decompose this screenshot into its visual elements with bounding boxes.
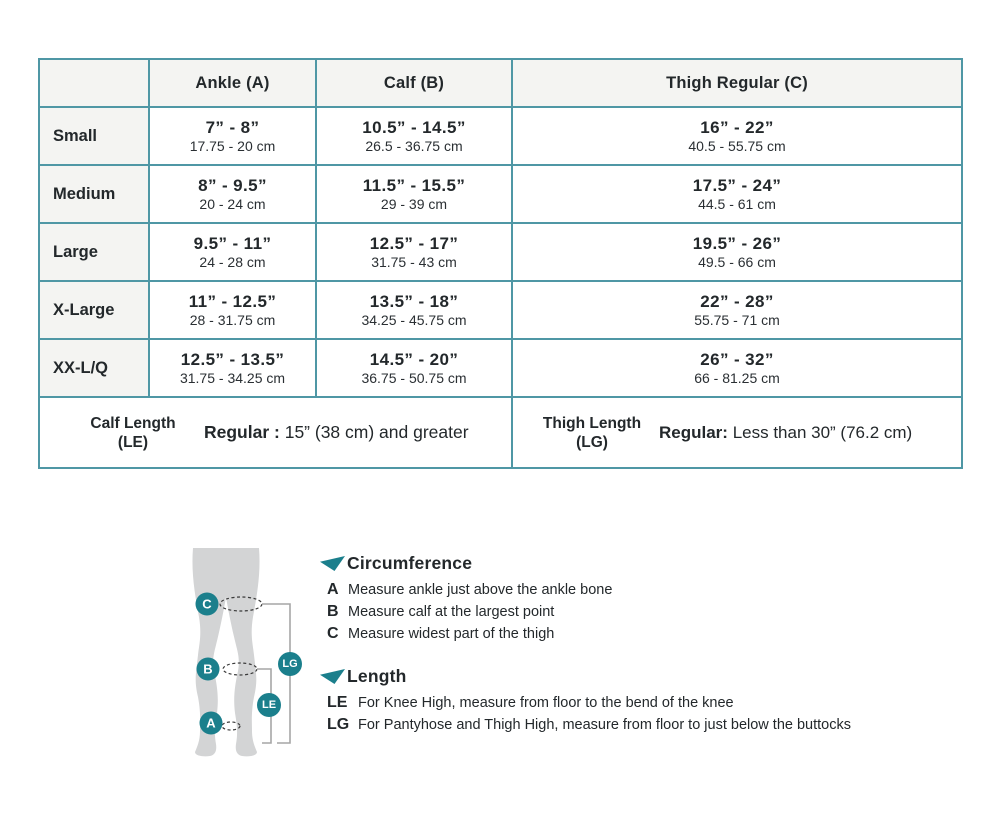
table-row	[39, 223, 962, 281]
table-length-row	[39, 397, 962, 468]
cell-medium-ankle	[149, 165, 316, 223]
cm-range: 34.25 - 45.75 cm	[361, 311, 467, 328]
marker-a	[200, 712, 223, 735]
cm-range: 55.75 - 71 cm	[694, 311, 780, 328]
size-label-xx-l-q: XX-L/Q	[39, 339, 149, 397]
header-thigh-regular: Thigh Regular (C)	[512, 59, 962, 107]
inch-range: 12.5” - 13.5”	[180, 349, 285, 369]
cm-range: 31.75 - 34.25 cm	[179, 369, 286, 386]
cell-xx-l-q-thigh	[512, 339, 962, 397]
inch-range: 9.5” - 11”	[193, 233, 272, 253]
table-row	[39, 165, 962, 223]
inch-range: 11.5” - 15.5”	[362, 175, 466, 195]
inch-range: 13.5” - 18”	[369, 291, 459, 311]
circumference-title: Circumference	[347, 553, 473, 573]
size-label-small: Small	[39, 107, 149, 165]
table-header-row	[39, 59, 962, 107]
size-chart-table	[38, 58, 963, 469]
cell-x-large-calf	[316, 281, 512, 339]
legend-item-c: C Measure widest part of the thigh	[327, 625, 555, 642]
header-calf: Calf (B)	[316, 59, 512, 107]
flag-icon	[320, 556, 345, 571]
cell-large-thigh	[512, 223, 962, 281]
cm-range: 66 - 81.25 cm	[694, 369, 780, 386]
cell-medium-thigh	[512, 165, 962, 223]
table-row	[39, 339, 962, 397]
inch-range: 8” - 9.5”	[198, 175, 267, 195]
size-label-x-large: X-Large	[39, 281, 149, 339]
inch-range: 19.5” - 26”	[692, 233, 782, 253]
flag-icon	[320, 669, 345, 684]
header-ankle: Ankle (A)	[149, 59, 316, 107]
circumference-legend	[320, 553, 612, 645]
svg-text:A: A	[206, 715, 216, 731]
header-empty	[39, 59, 149, 107]
cm-range: 44.5 - 61 cm	[698, 195, 776, 212]
length-title: Length	[347, 666, 407, 686]
svg-text:C: C	[202, 596, 212, 612]
thigh-length-label: Thigh Length (LG)	[542, 414, 642, 451]
marker-c	[196, 593, 219, 616]
cm-range: 29 - 39 cm	[380, 195, 448, 212]
thigh-length-value: Regular: Less than 30” (76.2 cm)	[659, 422, 913, 442]
marker-lg	[278, 652, 302, 676]
cell-small-ankle	[149, 107, 316, 165]
cm-range: 20 - 24 cm	[199, 195, 266, 212]
inch-range: 14.5” - 20”	[369, 349, 459, 369]
cell-x-large-thigh	[512, 281, 962, 339]
cell-small-calf	[316, 107, 512, 165]
cm-range: 26.5 - 36.75 cm	[365, 137, 463, 154]
calf-length-label: Calf Length (LE)	[90, 414, 176, 451]
legend-item-a: A Measure ankle just above the ankle bone	[327, 581, 613, 598]
inch-range: 10.5” - 14.5”	[362, 117, 466, 137]
calf-length-cell	[39, 397, 512, 468]
inch-range: 17.5” - 24”	[692, 175, 782, 195]
length-legend	[320, 666, 851, 736]
cell-x-large-ankle	[149, 281, 316, 339]
cell-large-calf	[316, 223, 512, 281]
cm-range: 40.5 - 55.75 cm	[688, 137, 786, 154]
inch-range: 12.5” - 17”	[369, 233, 459, 253]
legs-measurement-diagram	[180, 545, 340, 760]
inch-range: 26” - 32”	[700, 349, 774, 369]
legend-item-lg: LG For Pantyhose and Thigh High, measure from floor to just below the buttocks	[327, 716, 851, 733]
legend-item-le: LE For Knee High, measure from floor to the bend of the knee	[327, 694, 734, 711]
cm-range: 24 - 28 cm	[199, 253, 266, 270]
cm-range: 17.75 - 20 cm	[189, 137, 276, 154]
inch-range: 22” - 28”	[700, 291, 774, 311]
svg-text:LE: LE	[261, 699, 277, 711]
cell-large-ankle	[149, 223, 316, 281]
cell-xx-l-q-ankle	[149, 339, 316, 397]
marker-le	[257, 693, 281, 717]
cm-range: 31.75 - 43 cm	[371, 253, 457, 270]
cm-range: 28 - 31.75 cm	[189, 311, 276, 328]
inch-range: 11” - 12.5”	[188, 291, 277, 311]
marker-b	[197, 658, 220, 681]
svg-text:LG: LG	[282, 658, 298, 670]
cell-medium-calf	[316, 165, 512, 223]
cm-range: 49.5 - 66 cm	[698, 253, 776, 270]
cm-range: 36.75 - 50.75 cm	[361, 369, 467, 386]
inch-range: 16” - 22”	[700, 117, 774, 137]
table-row	[39, 107, 962, 165]
calf-length-value: Regular : 15” (38 cm) and greater	[204, 422, 469, 442]
table-row	[39, 281, 962, 339]
inch-range: 7” - 8”	[205, 117, 260, 137]
legend-item-b: B Measure calf at the largest point	[327, 603, 555, 620]
cell-xx-l-q-calf	[316, 339, 512, 397]
thigh-length-cell	[512, 397, 962, 468]
svg-text:B: B	[203, 661, 213, 677]
size-label-medium: Medium	[39, 165, 149, 223]
cell-small-thigh	[512, 107, 962, 165]
size-label-large: Large	[39, 223, 149, 281]
